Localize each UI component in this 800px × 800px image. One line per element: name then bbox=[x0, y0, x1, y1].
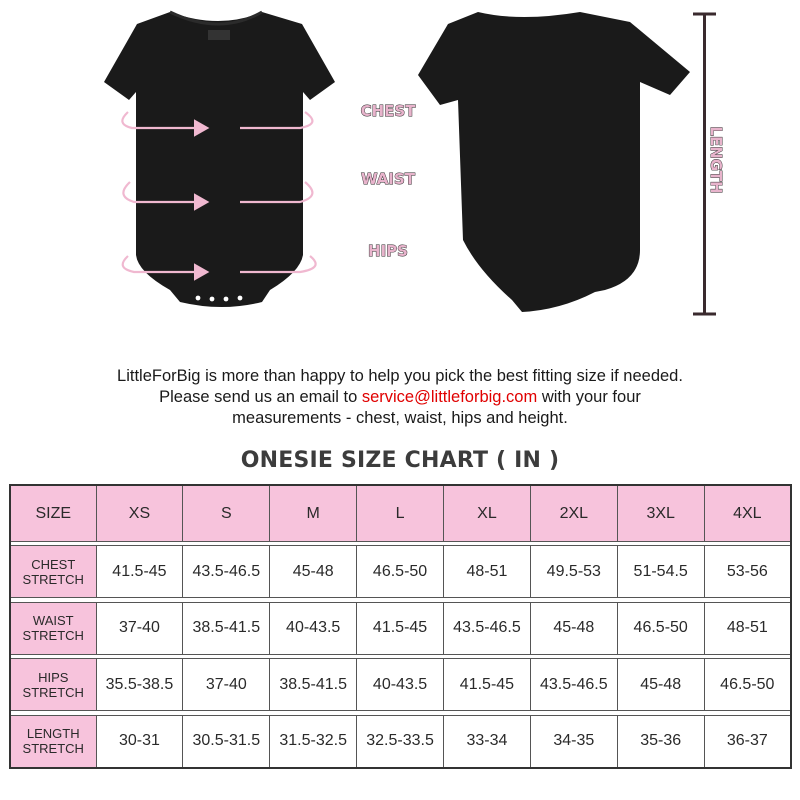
length-row-label bbox=[10, 715, 96, 768]
onesie-front bbox=[104, 12, 335, 307]
table-cell: 41.5-45 bbox=[444, 659, 531, 711]
row-label-bottom: STRETCH bbox=[22, 571, 84, 587]
size-4xl-header: 4XL bbox=[704, 485, 791, 542]
table-cell: 43.5-46.5 bbox=[530, 659, 617, 711]
table-cell: 32.5-33.5 bbox=[357, 715, 444, 768]
table-cell: 43.5-46.5 bbox=[444, 602, 531, 654]
snap-button bbox=[224, 297, 229, 302]
row-label-top: CHEST bbox=[31, 556, 76, 572]
hips-label: HIPS bbox=[368, 242, 408, 260]
chart-title: ONESIE SIZE CHART ( IN ) bbox=[240, 448, 560, 473]
help-line-3: measurements - chest, waist, hips and height. bbox=[232, 409, 568, 427]
table-cell: 53-56 bbox=[704, 546, 791, 598]
waist-row bbox=[10, 602, 791, 654]
size-header-row bbox=[10, 485, 791, 542]
table-cell: 45-48 bbox=[530, 602, 617, 654]
snap-button bbox=[238, 296, 243, 301]
size-l-header: L bbox=[357, 485, 444, 542]
size-chart-table bbox=[9, 484, 792, 769]
table-cell: 40-43.5 bbox=[270, 602, 357, 654]
support-email-link[interactable]: service@littleforbig.com bbox=[361, 388, 538, 406]
hips-row-label bbox=[10, 659, 96, 711]
row-label-top: LENGTH bbox=[26, 726, 80, 742]
table-cell: 41.5-45 bbox=[96, 546, 183, 598]
table-cell: 45-48 bbox=[270, 546, 357, 598]
snap-button bbox=[196, 296, 201, 301]
table-cell: 31.5-32.5 bbox=[270, 715, 357, 768]
size-m-header: M bbox=[270, 485, 357, 542]
size-2xl-header: 2XL bbox=[530, 485, 617, 542]
table-cell: 45-48 bbox=[617, 659, 704, 711]
help-line-2 bbox=[0, 387, 800, 408]
row-label-top: HIPS bbox=[38, 669, 69, 685]
table-cell: 40-43.5 bbox=[357, 659, 444, 711]
row-label-bottom: STRETCH bbox=[22, 741, 84, 757]
waist-label: WAIST bbox=[360, 170, 416, 188]
row-label-bottom: STRETCH bbox=[22, 684, 84, 700]
table-cell: 38.5-41.5 bbox=[183, 602, 270, 654]
table-cell: 46.5-50 bbox=[704, 659, 791, 711]
length-label: LENGTH bbox=[707, 126, 725, 194]
table-cell: 38.5-41.5 bbox=[270, 659, 357, 711]
chest-row-label bbox=[10, 546, 96, 598]
table-cell: 34-35 bbox=[530, 715, 617, 768]
row-label-bottom: STRETCH bbox=[22, 628, 84, 644]
table-cell: 48-51 bbox=[704, 602, 791, 654]
table-cell: 30.5-31.5 bbox=[183, 715, 270, 768]
hips-row bbox=[10, 659, 791, 711]
brand-tag bbox=[208, 30, 230, 40]
table-cell: 41.5-45 bbox=[357, 602, 444, 654]
table-cell: 46.5-50 bbox=[357, 546, 444, 598]
table-cell: 35.5-38.5 bbox=[96, 659, 183, 711]
snap-button bbox=[210, 297, 215, 302]
help-message bbox=[0, 366, 800, 429]
size-3xl-header: 3XL bbox=[617, 485, 704, 542]
measurement-illustration bbox=[0, 0, 800, 360]
chest-label: CHEST bbox=[360, 102, 416, 120]
size-s-header: S bbox=[183, 485, 270, 542]
waist-row-label bbox=[10, 602, 96, 654]
length-row bbox=[10, 715, 791, 768]
row-label-top: WAIST bbox=[32, 613, 74, 629]
onesie-back bbox=[418, 12, 690, 312]
table-cell: 48-51 bbox=[444, 546, 531, 598]
table-cell: 46.5-50 bbox=[617, 602, 704, 654]
table-cell: 36-37 bbox=[704, 715, 791, 768]
chest-row bbox=[10, 546, 791, 598]
table-cell: 37-40 bbox=[183, 659, 270, 711]
help-line-2-suffix: with your four bbox=[537, 388, 641, 406]
table-cell: 37-40 bbox=[96, 602, 183, 654]
table-cell: 49.5-53 bbox=[530, 546, 617, 598]
help-line-2-prefix: Please send us an email to bbox=[159, 388, 362, 406]
table-cell: 35-36 bbox=[617, 715, 704, 768]
size-xl-header: XL bbox=[444, 485, 531, 542]
size-header: SIZE bbox=[10, 485, 96, 542]
size-xs-header: XS bbox=[96, 485, 183, 542]
table-cell: 51-54.5 bbox=[617, 546, 704, 598]
table-cell: 33-34 bbox=[444, 715, 531, 768]
table-cell: 43.5-46.5 bbox=[183, 546, 270, 598]
table-cell: 30-31 bbox=[96, 715, 183, 768]
help-line-1: LittleForBig is more than happy to help you pick the best fitting size if needed. bbox=[117, 367, 683, 385]
